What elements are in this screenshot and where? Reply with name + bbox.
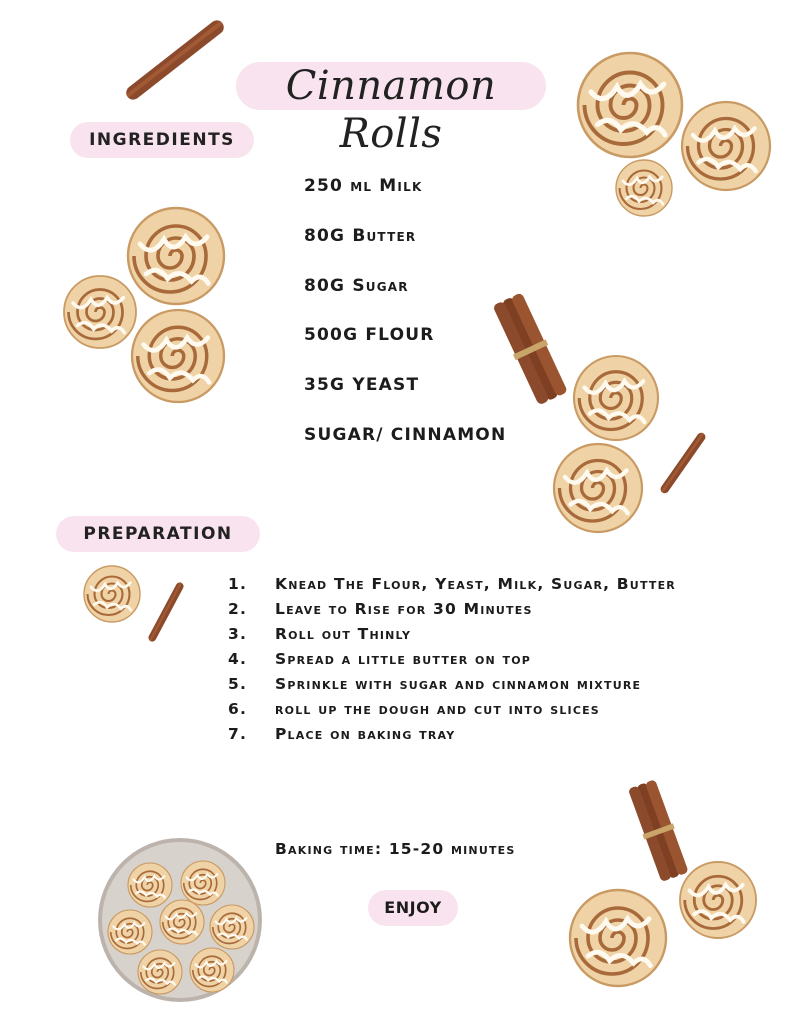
cinnamon-roll-icon <box>570 890 666 986</box>
cinnamon-roll-icon <box>84 566 140 622</box>
cinnamon-roll-icon <box>128 208 224 304</box>
step-number: 1. <box>228 575 248 593</box>
cinnamon-roll-icon <box>190 948 234 992</box>
cinnamon-bundle-icon <box>491 291 570 406</box>
ingredients-heading: INGREDIENTS <box>70 122 254 158</box>
step-text: roll up the dough and cut into slices <box>275 700 600 718</box>
preparation-heading: PREPARATION <box>56 516 260 552</box>
cinnamon-roll-icon <box>160 900 204 944</box>
step-number: 7. <box>228 725 248 743</box>
ingredient-item: 500G FLOUR <box>304 325 435 345</box>
ingredient-item: SUGAR/ CINNAMON <box>304 425 507 445</box>
baking-time: Baking time: 15-20 minutes <box>275 840 516 858</box>
step-number: 2. <box>228 600 248 618</box>
step-item <box>228 647 728 672</box>
step-text: Spread a little butter on top <box>275 650 532 668</box>
step-item <box>228 597 728 622</box>
plate-icon <box>100 840 260 1000</box>
cinnamon-roll-icon <box>574 356 658 440</box>
step-number: 4. <box>228 650 248 668</box>
step-text: Place on baking tray <box>275 725 456 743</box>
step-number: 6. <box>228 700 248 718</box>
cinnamon-roll-icon <box>210 905 254 949</box>
cinnamon-roll-icon <box>64 276 136 348</box>
preparation-steps <box>228 572 728 747</box>
step-text: Knead The Flour, Yeast, Milk, Sugar, Butter <box>275 575 676 593</box>
step-item <box>228 697 728 722</box>
step-item <box>228 722 728 747</box>
cinnamon-stick-icon <box>123 18 226 103</box>
ingredient-item: 80G Butter <box>304 226 417 246</box>
cinnamon-roll-icon <box>138 950 182 994</box>
step-item <box>228 672 728 697</box>
step-number: 3. <box>228 625 248 643</box>
step-item <box>228 572 728 597</box>
cinnamon-roll-icon <box>554 444 642 532</box>
cinnamon-roll-icon <box>108 910 152 954</box>
cinnamon-roll-icon <box>680 862 756 938</box>
page-title: Cinnamon Rolls <box>236 62 546 110</box>
cinnamon-bundle-icon <box>626 779 690 883</box>
cinnamon-roll-icon <box>181 861 225 905</box>
cinnamon-stick-icon <box>147 581 185 643</box>
cinnamon-stick-icon <box>659 431 707 495</box>
ingredient-item: 80G Sugar <box>304 276 409 296</box>
ingredient-item: 35G YEAST <box>304 375 420 395</box>
step-text: Roll out Thinly <box>275 625 412 643</box>
step-item <box>228 622 728 647</box>
step-text: Sprinkle with sugar and cinnamon mixture <box>275 675 642 693</box>
cinnamon-roll-icon <box>682 102 770 190</box>
enjoy-badge: ENJOY <box>368 890 458 926</box>
ingredient-item: 250 ml Milk <box>304 176 423 196</box>
cinnamon-roll-icon <box>128 863 172 907</box>
cinnamon-roll-icon <box>578 53 682 157</box>
cinnamon-roll-icon <box>132 310 224 402</box>
cinnamon-roll-icon <box>616 160 672 216</box>
step-number: 5. <box>228 675 248 693</box>
step-text: Leave to Rise for 30 Minutes <box>275 600 533 618</box>
